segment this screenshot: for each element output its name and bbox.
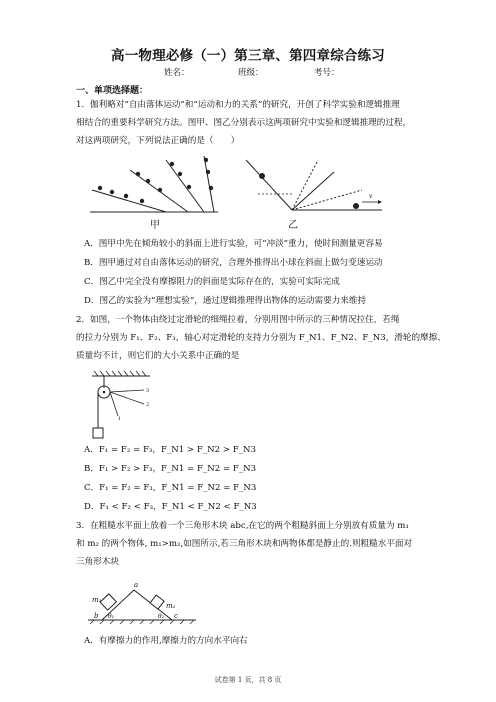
question-1-line: 1．伽利略对“自由落体运动”和“运动和力的关系”的研究，开创了科学实验和逻辑推理 bbox=[76, 100, 400, 110]
question-2-stem bbox=[76, 311, 446, 365]
question-3-line: 三角形木块 bbox=[76, 557, 119, 567]
pulley-label-1: 1 bbox=[118, 416, 122, 422]
wedge-label-c: c bbox=[174, 612, 178, 620]
question-2-line: 2．如图，一个物体由绕过定滑轮的细绳拉着，分别用图中所示的三种情况拉住，若绳 bbox=[76, 315, 400, 325]
figure-label-jia: 甲 bbox=[150, 220, 160, 231]
figure-arrow-label: v bbox=[369, 193, 373, 200]
question-3-wedge-figure bbox=[88, 580, 198, 626]
wedge-label-a: a bbox=[134, 581, 139, 589]
question-1-figure bbox=[86, 150, 386, 234]
question-2-line: 质量均不计，则它们的大小关系中正确的是 bbox=[76, 351, 240, 361]
pulley-label-2: 2 bbox=[146, 402, 150, 408]
question-2-pulley-figure bbox=[90, 368, 170, 440]
question-1-option-d[interactable]: D．图乙的实验为“理想实验”，通过逻辑推理得出物体的运动需要力来维持 bbox=[84, 296, 367, 306]
wedge-label-m2: m₂ bbox=[166, 602, 176, 610]
wedge-label-m1: m₁ bbox=[92, 596, 102, 604]
question-1-option-c[interactable]: C．图乙中完全没有摩擦阻力的斜面是实际存在的，实验可实际完成 bbox=[84, 277, 340, 287]
class-label: 班级： bbox=[238, 68, 264, 78]
question-2-option-c[interactable]: C．F₁ = F₂ = F₃，F_N1 = F_N2 = F_N3 bbox=[84, 483, 257, 493]
wedge-label-theta2: θ₂ bbox=[158, 613, 165, 620]
name-label: 姓名： bbox=[164, 68, 190, 78]
question-1-line: 相结合的重要科学研究方法。图甲、图乙分别表示这两项研究中实验和逻辑推理的过程， bbox=[76, 118, 412, 128]
question-2-line: 的拉力分别为 F₁、F₂、F₃，轴心对定滑轮的支持力分别为 F_N1、F_N2、F_N3，滑轮的摩擦、 bbox=[76, 333, 446, 343]
question-2-option-b[interactable]: B．F₁ > F₂ > F₃，F_N1 = F_N2 = F_N3 bbox=[84, 464, 257, 474]
question-1-option-b[interactable]: B．图甲通过对自由落体运动的研究，合理外推得出小球在斜面上做匀变速运动 bbox=[84, 258, 383, 268]
wedge-label-theta1: θ₁ bbox=[108, 613, 115, 620]
figure-label-yi: 乙 bbox=[288, 220, 298, 231]
section-title: 一、单项选择题： bbox=[76, 86, 149, 96]
wedge-label-b: b bbox=[94, 612, 99, 620]
question-2-option-a[interactable]: A．F₁ = F₂ = F₃，F_N1 > F_N2 > F_N3 bbox=[84, 445, 257, 455]
question-3-option-a[interactable]: A．有摩擦力的作用,摩擦力的方向水平向右 bbox=[84, 636, 248, 646]
page-title: 高一物理必修（一）第三章、第四章综合练习 bbox=[111, 48, 385, 64]
question-1-line: 对这两项研究，下列说法正确的是（ ） bbox=[76, 136, 240, 146]
question-2-option-d[interactable]: D．F₁ < F₂ < F₃，F_N1 < F_N2 < F_N3 bbox=[84, 502, 257, 512]
question-3-stem bbox=[76, 517, 428, 571]
page-footer: 试卷第 1 页，共 8 页 bbox=[214, 676, 282, 684]
id-label: 考号： bbox=[314, 68, 340, 78]
pulley-label-3: 3 bbox=[146, 388, 150, 394]
question-1-stem bbox=[76, 96, 428, 150]
question-3-line: 和 m₂ 的两个物体, m₁>m₂,如图所示,若三角形木块和两物体都是静止的.则粗糙水平面对 bbox=[76, 539, 413, 549]
question-3-line: 3．在粗糙水平面上放着一个三角形木块 abc,在它的两个粗糙斜面上分别放有质量为 m₁ bbox=[76, 521, 409, 531]
question-1-option-a[interactable]: A．图甲中先在倾角较小的斜面上进行实验，可“冲淡”重力，使时间测量更容易 bbox=[84, 239, 383, 249]
